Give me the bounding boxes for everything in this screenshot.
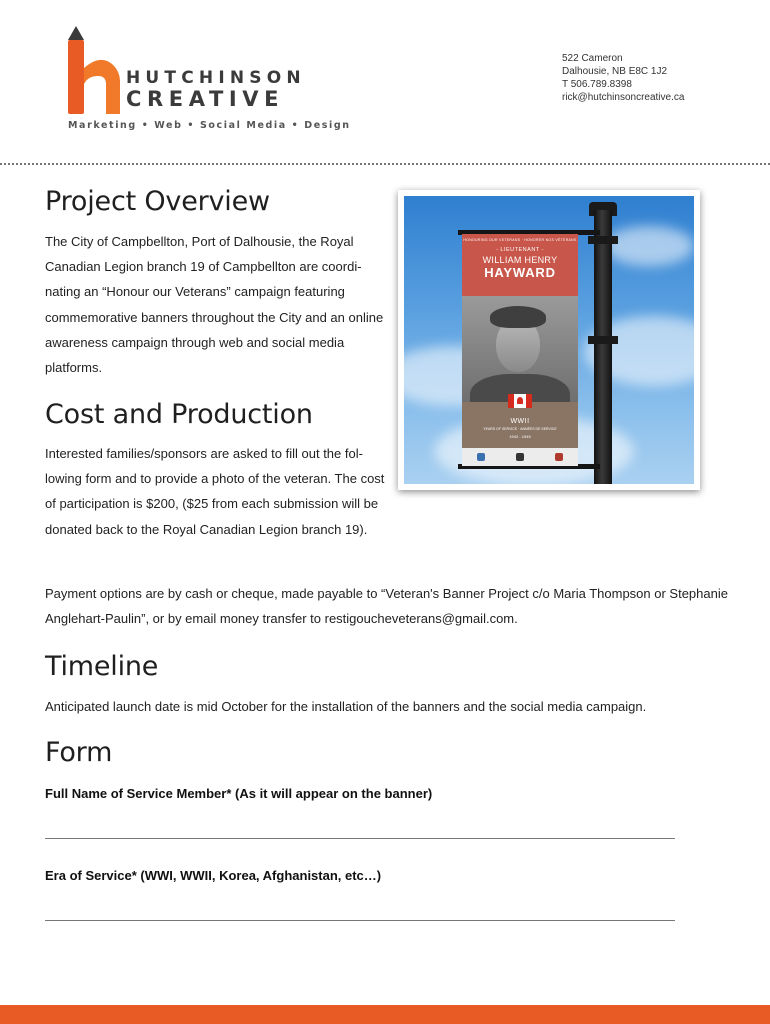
banner-top-text: HONOURING OUR VETERANS · HONORER NOS VÉTÉRANS [463,238,577,242]
service-member-name-label: Full Name of Service Member* (As it will appear on the banner) [45,786,433,801]
service-member-name-field[interactable] [45,838,675,839]
sponsor-logo-icon [477,453,485,461]
contact-info [562,52,684,104]
sponsor-logo-icon [555,453,563,461]
timeline-text: Anticipated launch date is mid October for the installation of the banners and the social media campaign. [45,699,647,714]
veteran-banner [462,234,578,466]
header-divider [0,163,770,165]
banner-era: WWII [510,418,530,425]
banner-photo [398,190,700,490]
era-of-service-field[interactable] [45,920,675,921]
cost-text: Interested families/sponsors are asked to fill out the fol-lowing form and to provide a photo of the veteran. The cost of participation is $200, ($25 from each submission will be donated back to the Royal Canadian Legion branch 19). [45,446,385,537]
company-logo [66,24,351,134]
payment-text: Payment options are by cash or cheque, made payable to “Veteran's Banner Project c/o Maria Thompson or Stephanie Anglehart-Paulin”, or by email money transfer to restigoucheveterans@gmail.com. [45,586,728,626]
era-of-service-label: Era of Service* (WWI, WWII, Korea, Afghanistan, etc…) [45,868,382,883]
veteran-portrait [462,296,578,402]
brand-name-line1: HUTCHINSON [126,68,306,88]
pencil-h-logo-icon [66,24,126,116]
sponsor-logo-icon [516,453,524,461]
banner-years-label: YEARS OF SERVICE · ANNÉES DE SERVICE [483,427,557,431]
contact-city: Dalhousie, NB E8C 1J2 [562,66,668,77]
sponsor-logos [462,448,578,466]
contact-street: 522 Cameron [562,53,623,64]
banner-name-last: HAYWARD [484,265,556,280]
banner-name-first: WILLIAM HENRY [482,255,558,265]
timeline-heading: Timeline [45,651,159,682]
contact-phone: T 506.789.8398 [562,79,632,90]
brand-name-line2: CREATIVE [126,87,285,111]
banner-rank: - LIEUTENANT - [496,247,544,253]
banner-dates: 1942 - 1945 [509,434,531,439]
overview-text: The City of Campbellton, Port of Dalhousie, the Royal Canadian Legion branch 19 of Campbellton are coordi-nating an “Honour our Veterans” campaign featuring commemorative banners throughout the City and an online awareness campaign through web and social media platforms. [45,234,384,376]
canada-flag-icon [508,394,532,408]
contact-email[interactable]: rick@hutchinsoncreative.ca [562,92,685,103]
overview-heading: Project Overview [45,186,270,217]
brand-tagline: Marketing • Web • Social Media • Design [68,120,351,131]
form-heading: Form [45,737,113,768]
banner-photo-image [404,196,694,484]
cost-heading: Cost and Production [45,399,313,430]
footer-bar [0,1005,770,1024]
